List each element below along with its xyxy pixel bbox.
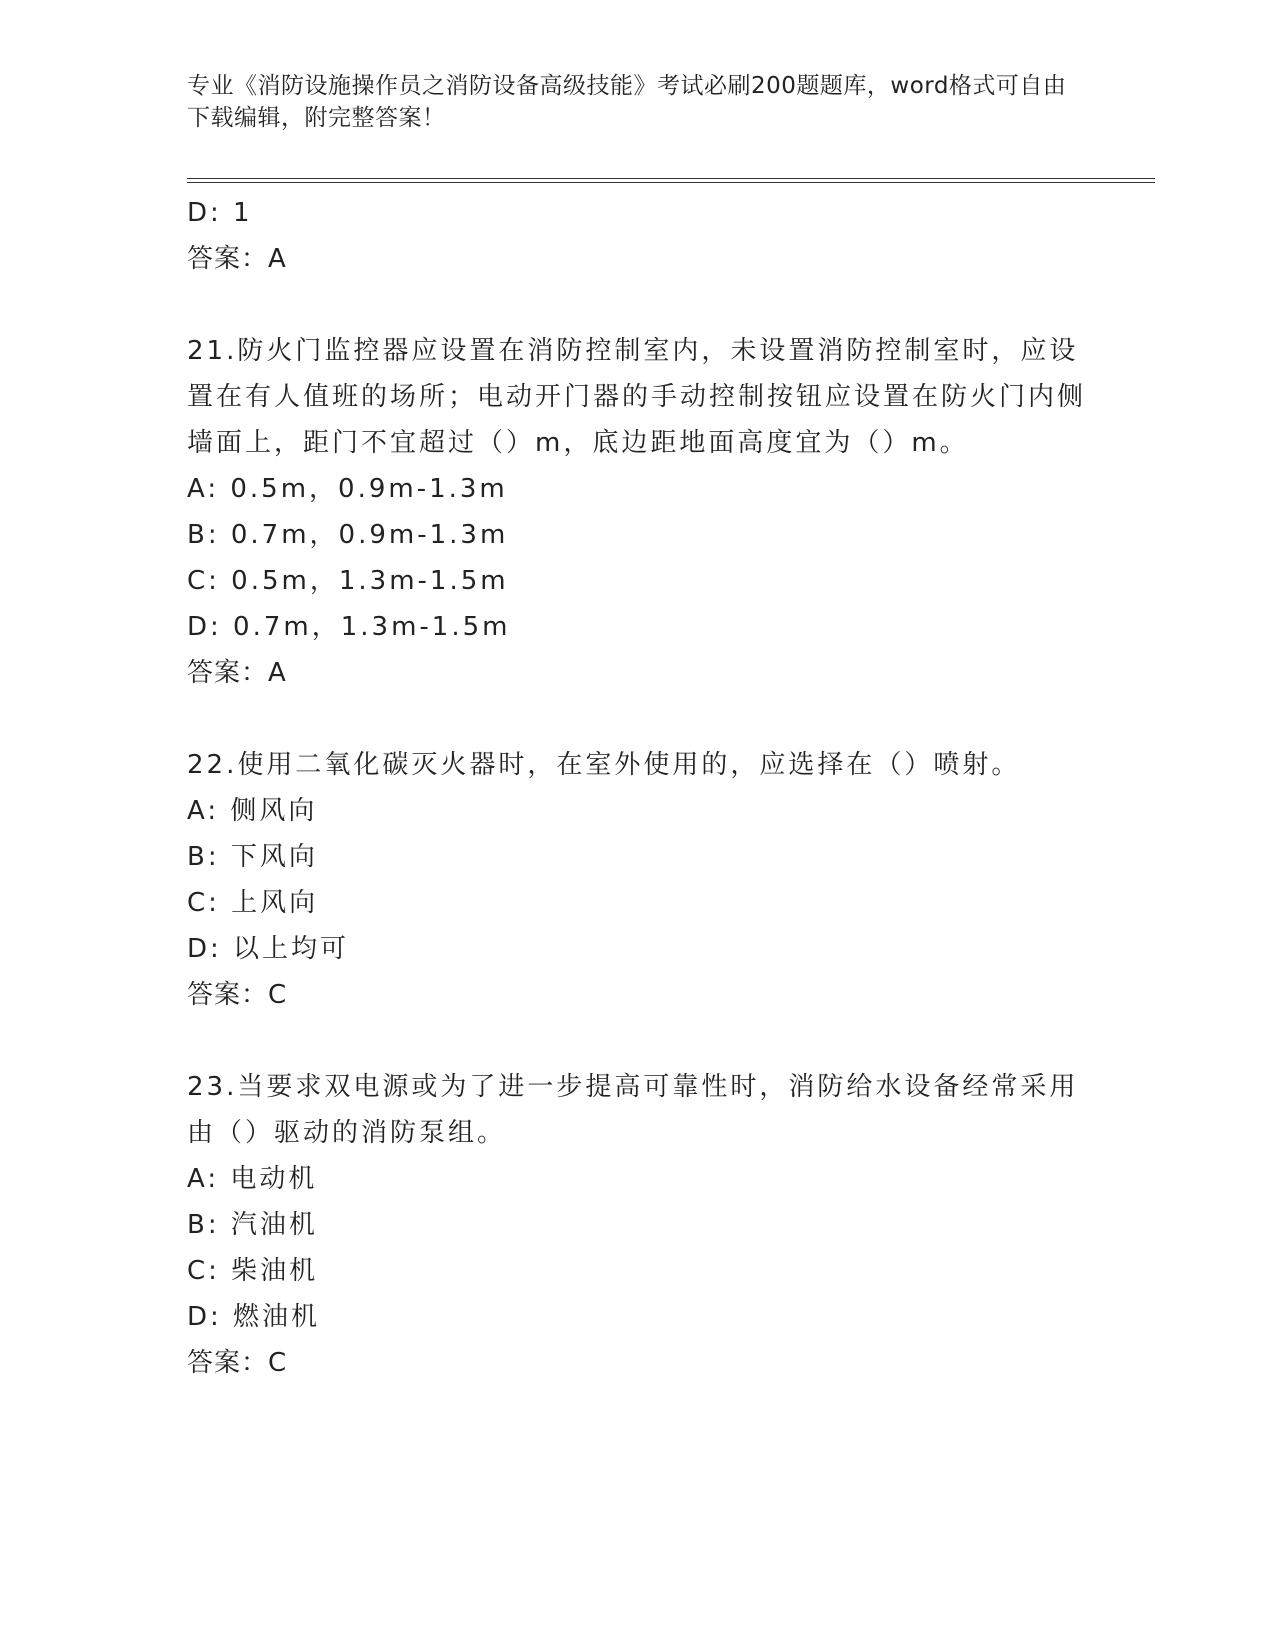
answer: 答案：C	[187, 1348, 288, 1378]
question-stem: 23.当要求双电源或为了进一步提高可靠性时，消防给水设备经常采用由（）驱动的消防泵组。	[187, 1072, 1079, 1148]
option-b: B: 0.7m，0.9m-1.3m	[187, 520, 509, 550]
prev-option-d: D: 1	[187, 198, 253, 228]
option-c: C: 上风向	[187, 888, 319, 918]
option-d: D: 0.7m，1.3m-1.5m	[187, 612, 511, 642]
header-divider-bottom	[187, 182, 1155, 183]
question-stem: 22.使用二氧化碳灭火器时，在室外使用的，应选择在（）喷射。	[187, 750, 1021, 780]
option-d: D: 燃油机	[187, 1302, 321, 1332]
header-divider-top	[187, 178, 1155, 179]
option-a: A: 电动机	[187, 1164, 318, 1194]
question-stem: 21.防火门监控器应设置在消防控制室内，未设置消防控制室时，应设置在有人值班的场所；电动开门器的手动控制按钮应设置在防火门内侧墙面上，距门不宜超过（）m，底边距地面高度宜为（）m。	[187, 336, 1087, 458]
option-a: A: 0.5m，0.9m-1.3m	[187, 474, 508, 504]
question-22	[187, 742, 1087, 1018]
question-23	[187, 1064, 1087, 1386]
answer: 答案：A	[187, 658, 287, 688]
option-a: A: 侧风向	[187, 796, 318, 826]
document-title: 专业《消防设施操作员之消防设备高级技能》考试必刷200题题库，word格式可自由下载编辑，附完整答案！	[187, 73, 1067, 131]
question-content	[187, 190, 1087, 1386]
option-c: C: 0.5m，1.3m-1.5m	[187, 566, 509, 596]
page-header	[187, 70, 1087, 134]
option-d: D: 以上均可	[187, 934, 350, 964]
option-c: C: 柴油机	[187, 1256, 319, 1286]
answer: 答案：C	[187, 980, 288, 1010]
option-b: B: 下风向	[187, 842, 318, 872]
prev-answer: 答案：A	[187, 244, 287, 274]
option-b: B: 汽油机	[187, 1210, 318, 1240]
question-21	[187, 328, 1087, 696]
